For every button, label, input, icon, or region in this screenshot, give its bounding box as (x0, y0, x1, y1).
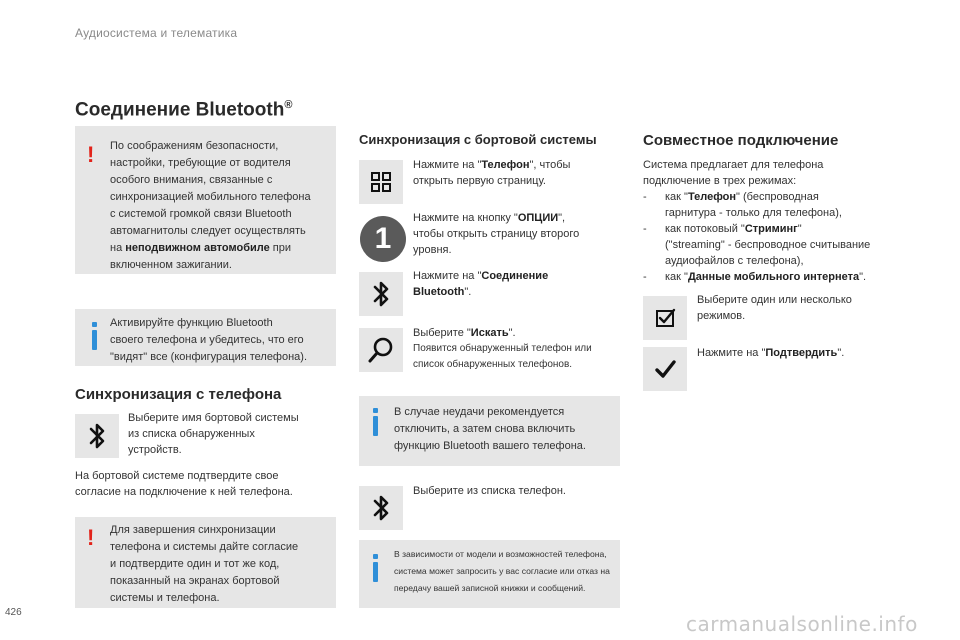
list-item: - как "Телефон" (беспроводная гарнитура - только для телефона), (643, 191, 842, 219)
confirm-text: На бортовой системе подтвердите свое согласие на подключение к ней телефона. (75, 470, 293, 498)
info-box-phonebook (359, 540, 620, 608)
check-icon (643, 347, 687, 391)
step-number: 1 (360, 216, 406, 262)
step-bluetooth-connection: Нажмите на "Соединение Bluetooth". (413, 270, 549, 298)
search-icon (359, 328, 403, 372)
section-header: Аудиосистема и телематика (75, 26, 238, 40)
step-options: Нажмите на кнопку "ОПЦИИ", чтобы открыть страницу второго уровня. (413, 212, 580, 256)
step-search: Выберите "Искать". Появится обнаруженный телефон или список обнаруженных телефонов. (413, 327, 592, 370)
warning-text: По соображениям безопасности, настройки, требующие от водителя особого внимания, связанные с синхронизацией мобильного телефона с системой громкой связи Bluetooth автомагнитолы следует осуществлять на неподвижном автомобиле при включенном зажигании. (110, 140, 311, 271)
step-phone: Нажмите на "Телефон", чтобы открыть первую страницу. (413, 159, 571, 187)
step-select-modes: Выберите один или несколько режимов. (697, 294, 852, 322)
section-title-phone-sync: Синхронизация с телефона (75, 386, 282, 403)
warning-text: Для завершения синхронизации телефона и системы дайте согласие и подтвердите один и тот же код, показанный на экранах бортовой системы и телефона. (110, 524, 299, 604)
grid-icon (359, 160, 403, 204)
page-number: 426 (5, 607, 22, 618)
info-text: Активируйте функцию Bluetooth своего телефона и убедитесь, что его "видят" все (конфигурация телефона). (110, 317, 308, 363)
section-title-shared-connection: Совместное подключение (643, 132, 839, 149)
warning-icon: ! (87, 142, 95, 167)
bluetooth-icon (75, 414, 119, 458)
warning-icon: ! (87, 525, 95, 550)
list-item: - как потоковый "Стриминг" ("streaming" - беспроводное считывание аудиофайлов с телефона), (643, 223, 871, 267)
section-title-system-sync: Синхронизация с бортовой системы (359, 132, 597, 147)
bluetooth-icon (359, 272, 403, 316)
list-item: - как "Данные мобильного интернета". (643, 271, 867, 283)
mode-list (643, 189, 923, 285)
intro-text: Система предлагает для телефона подключение в трех режимах: (643, 159, 824, 187)
warning-box-safety (75, 126, 336, 274)
options-icon (643, 296, 687, 340)
bluetooth-icon (359, 486, 403, 530)
step-select-system: Выберите имя бортовой системы из списка обнаруженных устройств. (128, 412, 299, 456)
watermark: carmanualsonline.info (686, 612, 918, 636)
warning-box-code (75, 517, 336, 608)
info-text: В зависимости от модели и возможностей телефона, система может запросить у вас согласие или отказ на передачу вашей записной книжки и сообщений. (394, 549, 610, 593)
info-box-failure (359, 396, 620, 466)
page-title: Соединение Bluetooth® (75, 99, 293, 121)
info-text: В случае неудачи рекомендуется отключить, а затем снова включить функцию Bluetooth вашего телефона. (394, 406, 586, 452)
step-select-phone: Выберите из списка телефон. (413, 485, 566, 497)
step-confirm: Нажмите на "Подтвердить". (697, 347, 845, 359)
info-box-activate (75, 309, 336, 366)
